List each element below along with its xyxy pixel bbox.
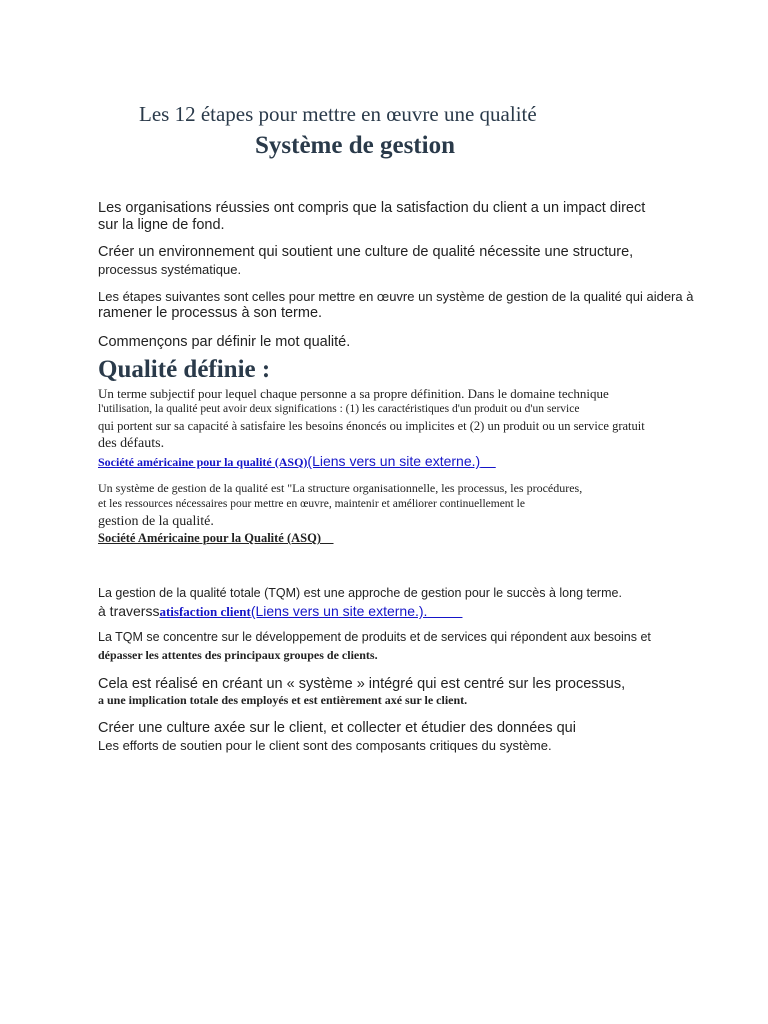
asq-source-2 — [98, 531, 334, 546]
definition-p1-line4: des défauts. — [98, 436, 165, 451]
title-line-1: Les 12 étapes pour mettre en œuvre une qualité — [139, 102, 537, 126]
intro-p1-line2: sur la ligne de fond. — [98, 217, 225, 233]
intro-p3-line2: ramener le processus à son terme. — [98, 305, 323, 321]
asq-link-1-name[interactable]: Société américaine pour la qualité (ASQ) — [98, 455, 308, 469]
definition-p2-line2: et les ressources nécessaires pour mettre en œuvre, maintenir et améliorer continuellement le — [98, 498, 525, 510]
tqm-p2-line1: La TQM se concentre sur le développement de produits et de services qui répondent aux besoins et — [98, 630, 651, 644]
intro-p1-line1: Les organisations réussies ont compris que la satisfaction du client a un impact direct — [98, 200, 646, 216]
asq-source-2-text: Société Américaine pour la Qualité (ASQ) — [98, 531, 322, 545]
intro-p3-line1: Les étapes suivantes sont celles pour mettre en œuvre un système de gestion de la qualité qui aidera à — [98, 289, 694, 304]
intro-p2-line2: processus systématique. — [98, 262, 242, 277]
tqm-p4-line2: Les efforts de soutien pour le client sont des composants critiques du système. — [98, 738, 552, 753]
definition-p2-line1: Un système de gestion de la qualité est "La structure organisationnelle, les processus, les procédures, — [98, 481, 583, 495]
tqm-p3-line2: a une implication totale des employés et est entièrement axé sur le client. — [98, 693, 468, 707]
definition-p1-line3: qui portent sur sa capacité à satisfaire les besoins énoncés ou implicites et (2) un produit ou un service gratuit — [98, 419, 645, 433]
tqm-p2-line2: dépasser les attentes des principaux groupes de clients. — [98, 648, 378, 662]
intro-p2-line1: Créer un environnement qui soutient une culture de qualité nécessite une structure, — [98, 244, 634, 260]
definition-p1-line1: Un terme subjectif pour lequel chaque personne a sa propre définition. Dans le domaine technique — [98, 386, 609, 401]
definition-p2-line3: gestion de la qualité. — [98, 514, 214, 529]
tqm-p4-line1: Créer une culture axée sur le client, et collecter et étudier des données qui — [98, 720, 576, 736]
satisfaction-client-link[interactable] — [159, 603, 462, 620]
tqm-p1-line2 — [98, 603, 462, 621]
definition-heading: Qualité définie : — [98, 356, 271, 383]
intro-p4: Commençons par définir le mot qualité. — [98, 334, 351, 350]
tqm-p1-prefix: à traverss — [98, 603, 160, 619]
definition-p1-line2: l'utilisation, la qualité peut avoir deux significations : (1) les caractéristiques d'un produit ou d'un service — [98, 403, 580, 415]
satisfaction-client-link-external[interactable]: (Liens vers un site externe.). — [250, 603, 428, 619]
tqm-p1-line1: La gestion de la qualité totale (TQM) est une approche de gestion pour le succès à long terme. — [98, 586, 622, 600]
asq-link-1-external[interactable]: (Liens vers un site externe.) — [307, 453, 481, 469]
title-line-2: Système de gestion — [255, 132, 455, 159]
tqm-p3-line1: Cela est réalisé en créant un « système » intégré qui est centré sur les processus, — [98, 676, 626, 692]
satisfaction-client-link-name[interactable]: atisfaction client — [159, 604, 251, 619]
asq-link-1[interactable] — [98, 453, 496, 471]
